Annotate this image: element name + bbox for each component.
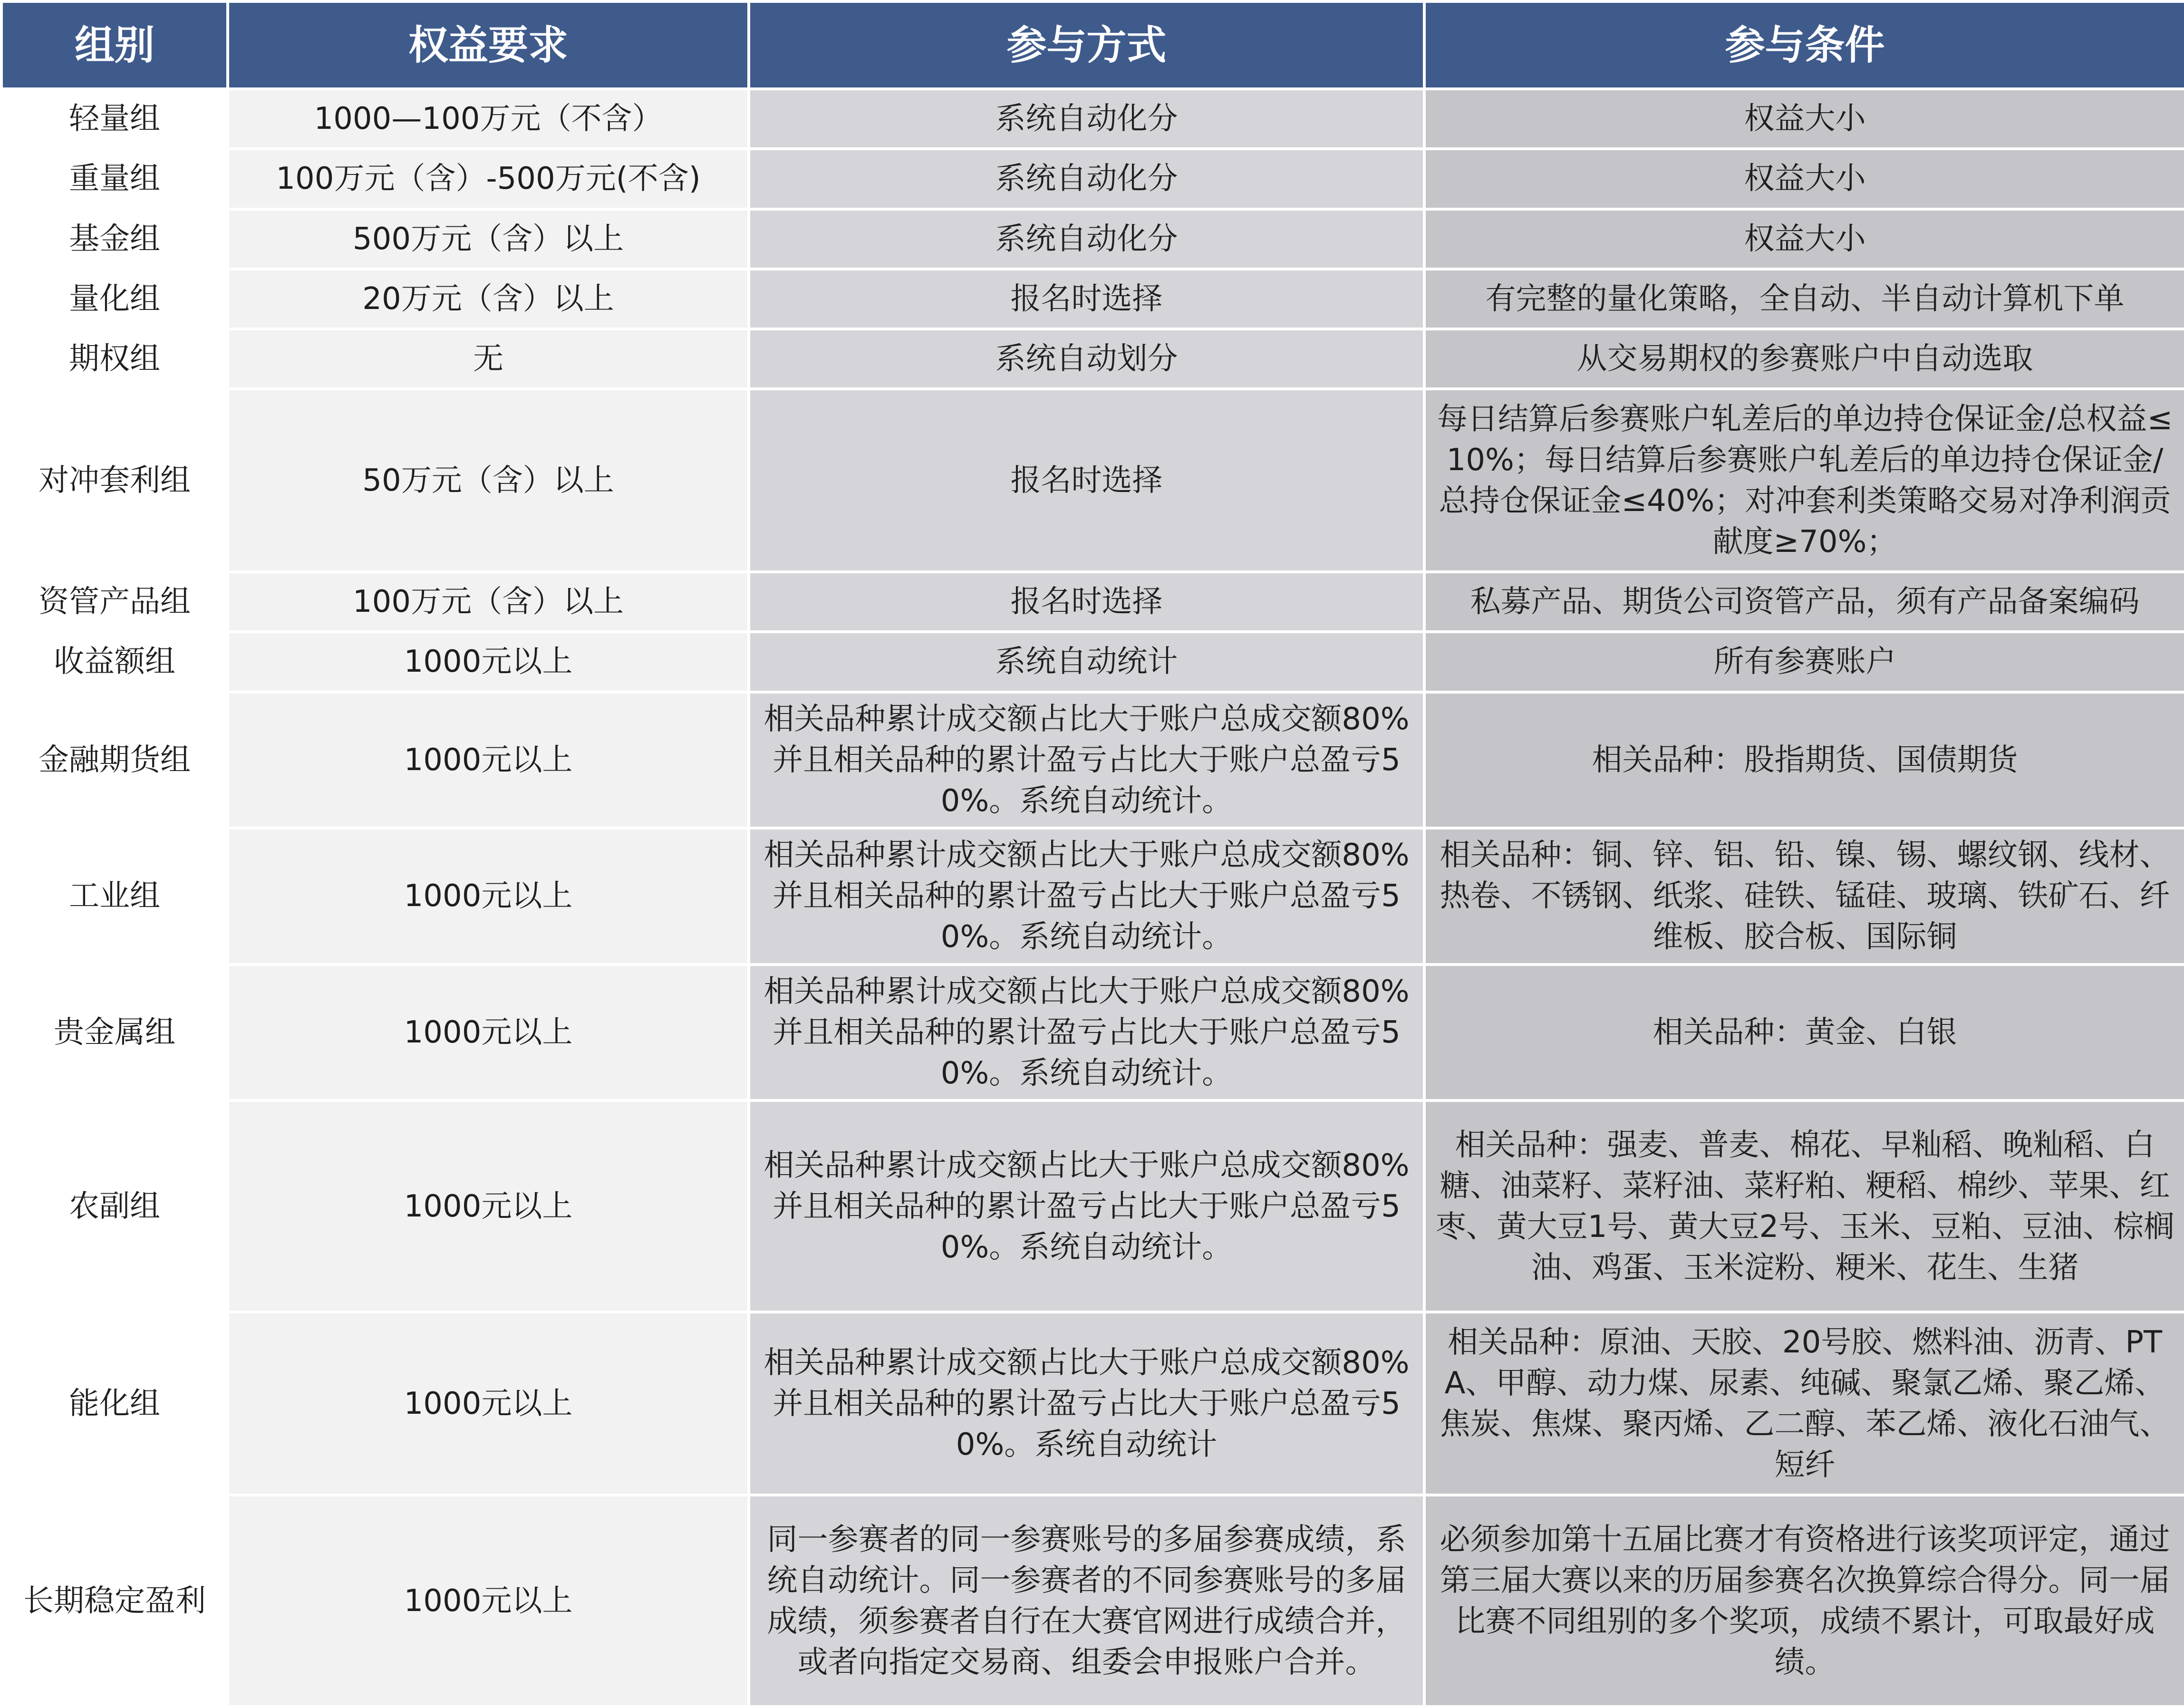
method-cell: 报名时选择	[750, 573, 1423, 630]
condition-cell: 有完整的量化策略，全自动、半自动计算机下单	[1426, 270, 2184, 328]
condition-cell: 每日结算后参赛账户轧差后的单边持仓保证金/总权益≤10%；每日结算后参赛账户轧差后的单边持仓保证金/总持仓保证金≤40%；对冲套利类策略交易对净利润贡献度≥70%；	[1426, 390, 2184, 570]
table-row	[3, 390, 2184, 570]
equity-cell: 100万元（含）以上	[229, 573, 747, 630]
condition-cell: 权益大小	[1426, 90, 2184, 147]
group-cell: 对冲套利组	[3, 390, 226, 570]
group-cell: 期权组	[3, 330, 226, 387]
table-row	[3, 830, 2184, 963]
method-cell: 报名时选择	[750, 390, 1423, 570]
table-row	[3, 694, 2184, 827]
table-row	[3, 966, 2184, 1100]
condition-cell: 相关品种：黄金、白银	[1426, 966, 2184, 1100]
condition-cell: 私募产品、期货公司资管产品，须有产品备案编码	[1426, 573, 2184, 630]
table-row	[3, 1496, 2184, 1705]
table-row	[3, 633, 2184, 690]
equity-cell: 1000元以上	[229, 830, 747, 963]
condition-cell: 相关品种：原油、天胶、20号胶、燃料油、沥青、PTA、甲醇、动力煤、尿素、纯碱、聚氯乙烯、聚乙烯、焦炭、焦煤、聚丙烯、乙二醇、苯乙烯、液化石油气、短纤	[1426, 1313, 2184, 1494]
equity-cell: 50万元（含）以上	[229, 390, 747, 570]
group-cell: 量化组	[3, 270, 226, 328]
equity-cell: 1000元以上	[229, 1313, 747, 1494]
equity-cell: 1000—100万元（不含）	[229, 90, 747, 147]
group-cell: 轻量组	[3, 90, 226, 147]
equity-cell: 500万元（含）以上	[229, 211, 747, 268]
method-cell: 相关品种累计成交额占比大于账户总成交额80%并且相关品种的累计盈亏占比大于账户总盈亏50%。系统自动统计。	[750, 1102, 1423, 1311]
group-cell: 收益额组	[3, 633, 226, 690]
equity-cell: 1000元以上	[229, 966, 747, 1100]
condition-cell: 权益大小	[1426, 211, 2184, 268]
condition-cell: 必须参加第十五届比赛才有资格进行该奖项评定，通过第三届大赛以来的历届参赛名次换算综合得分。同一届比赛不同组别的多个奖项，成绩不累计，可取最好成绩。	[1426, 1496, 2184, 1705]
group-cell: 长期稳定盈利	[3, 1496, 226, 1705]
method-cell: 相关品种累计成交额占比大于账户总成交额80%并且相关品种的累计盈亏占比大于账户总盈亏50%。系统自动统计。	[750, 694, 1423, 827]
group-cell: 资管产品组	[3, 573, 226, 630]
method-cell: 相关品种累计成交额占比大于账户总成交额80%并且相关品种的累计盈亏占比大于账户总盈亏50%。系统自动统计。	[750, 966, 1423, 1100]
condition-cell: 相关品种：强麦、普麦、棉花、早籼稻、晚籼稻、白糖、油菜籽、菜籽油、菜籽粕、粳稻、棉纱、苹果、红枣、黄大豆1号、黄大豆2号、玉米、豆粕、豆油、棕榈油、鸡蛋、玉米淀粉、粳米、花生、生猪	[1426, 1102, 2184, 1311]
method-cell: 系统自动统计	[750, 633, 1423, 690]
equity-cell: 1000元以上	[229, 633, 747, 690]
condition-cell: 从交易期权的参赛账户中自动选取	[1426, 330, 2184, 387]
table-row	[3, 1313, 2184, 1494]
group-cell: 金融期货组	[3, 694, 226, 827]
table-row	[3, 573, 2184, 630]
method-cell: 报名时选择	[750, 270, 1423, 328]
table-row	[3, 90, 2184, 147]
condition-cell: 相关品种：股指期货、国债期货	[1426, 694, 2184, 827]
method-cell: 系统自动划分	[750, 330, 1423, 387]
method-cell: 系统自动化分	[750, 150, 1423, 207]
table-row	[3, 1102, 2184, 1311]
table-row	[3, 330, 2184, 387]
equity-cell: 无	[229, 330, 747, 387]
equity-cell: 20万元（含）以上	[229, 270, 747, 328]
condition-cell: 权益大小	[1426, 150, 2184, 207]
group-cell: 贵金属组	[3, 966, 226, 1100]
group-cell: 重量组	[3, 150, 226, 207]
method-cell: 相关品种累计成交额占比大于账户总成交额80%并且相关品种的累计盈亏占比大于账户总盈亏50%。系统自动统计	[750, 1313, 1423, 1494]
group-cell: 工业组	[3, 830, 226, 963]
header-equity-requirement: 权益要求	[229, 3, 747, 87]
condition-cell: 相关品种：铜、锌、铝、铅、镍、锡、螺纹钢、线材、热卷、不锈钢、纸浆、硅铁、锰硅、玻璃、铁矿石、纤维板、胶合板、国际铜	[1426, 830, 2184, 963]
equity-cell: 100万元（含）-500万元(不含)	[229, 150, 747, 207]
equity-cell: 1000元以上	[229, 1102, 747, 1311]
header-group: 组别	[3, 3, 226, 87]
group-cell: 基金组	[3, 211, 226, 268]
table-row	[3, 150, 2184, 207]
header-row	[3, 3, 2184, 87]
group-cell: 能化组	[3, 1313, 226, 1494]
equity-cell: 1000元以上	[229, 1496, 747, 1705]
condition-cell: 所有参赛账户	[1426, 633, 2184, 690]
table-row	[3, 211, 2184, 268]
header-participation-condition: 参与条件	[1426, 3, 2184, 87]
method-cell: 同一参赛者的同一参赛账号的多届参赛成绩，系统自动统计。同一参赛者的不同参赛账号的多届成绩，须参赛者自行在大赛官网进行成绩合并，或者向指定交易商、组委会申报账户合并。	[750, 1496, 1423, 1705]
header-participation-method: 参与方式	[750, 3, 1423, 87]
equity-cell: 1000元以上	[229, 694, 747, 827]
method-cell: 相关品种累计成交额占比大于账户总成交额80%并且相关品种的累计盈亏占比大于账户总盈亏50%。系统自动统计。	[750, 830, 1423, 963]
group-cell: 农副组	[3, 1102, 226, 1311]
method-cell: 系统自动化分	[750, 211, 1423, 268]
table-row	[3, 270, 2184, 328]
method-cell: 系统自动化分	[750, 90, 1423, 147]
